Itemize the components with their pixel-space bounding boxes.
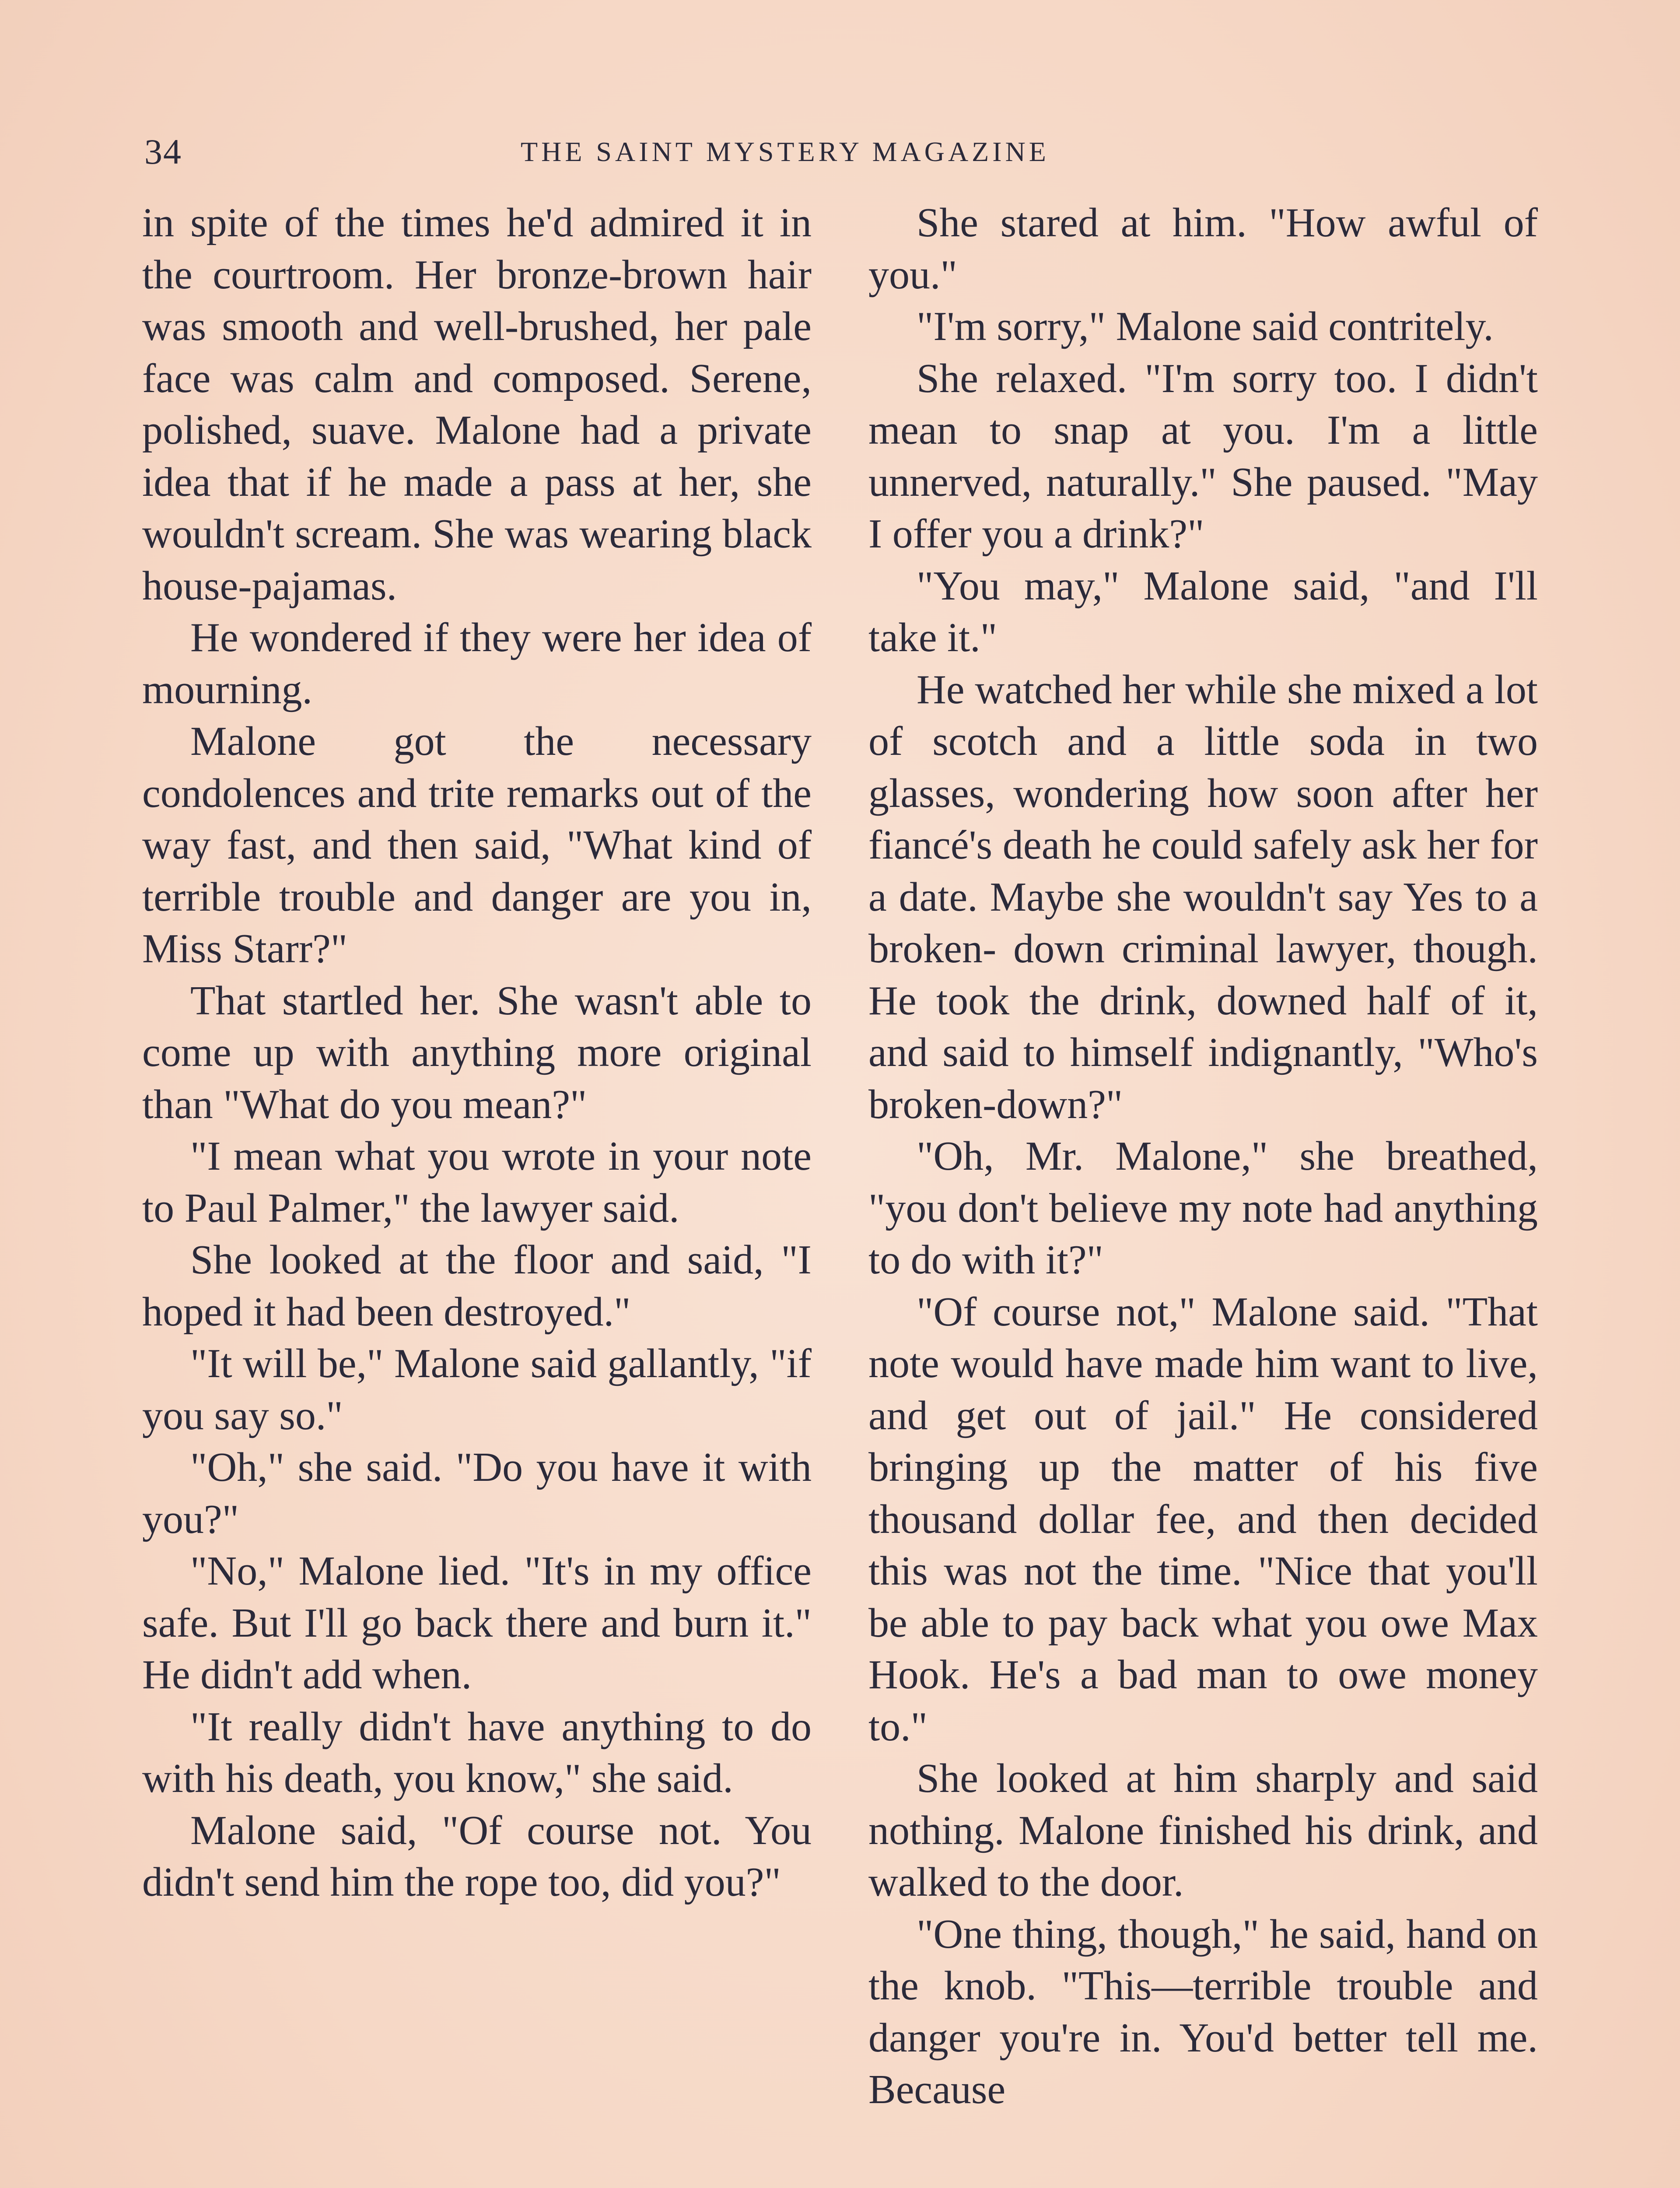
- paragraph: "Oh," she said. "Do you have it with you?": [142, 1445, 812, 1542]
- paragraph: "I'm sorry," Malone said contritely.: [917, 304, 1494, 349]
- paragraph: "No," Malone lied. "It's in my office safe. But I'll go back there and burn it." He didn't add when.: [142, 1548, 812, 1697]
- paragraph: "One thing, though," he said, hand on the knob. "This—terrible trouble and danger you're in. You'd better tell me. Because: [868, 1911, 1538, 2112]
- paragraph: She relaxed. "I'm sorry too. I didn't mean to snap at you. I'm a little unnerved, naturally." She paused. "May I offer you a drink?": [868, 355, 1538, 557]
- paragraph: "I mean what you wrote in your note to Paul Palmer," the lawyer said.: [142, 1133, 812, 1231]
- paragraph: Malone got the necessary condolences and trite remarks out of the way fast, and then said, "What kind of terrible trouble and danger are you in, Miss Starr?": [142, 719, 812, 971]
- paragraph: He watched her while she mixed a lot of scotch and a little soda in two glasses, wondering how soon after her fiancé's death he could safely ask her for a date. Maybe she wouldn't say Yes to a broken- down criminal lawyer, though. He took the drink, downed half of it, and said to himself indignantly, "Who's broken-down?": [868, 666, 1538, 1127]
- paragraph: Malone said, "Of course not. You didn't send him the rope too, did you?": [142, 1807, 812, 1905]
- paragraph: She stared at him. "How awful of you.": [868, 200, 1538, 298]
- left-column: [142, 197, 812, 1908]
- paragraph: She looked at the floor and said, "I hoped it had been destroyed.": [142, 1237, 812, 1335]
- paragraph: "You may," Malone said, "and I'll take it.": [868, 563, 1538, 660]
- paragraph: "It really didn't have anything to do with his death, you know," she said.: [142, 1704, 812, 1801]
- paragraph: "It will be," Malone said gallantly, "if you say so.": [142, 1341, 812, 1438]
- page-header: [144, 131, 1571, 179]
- paragraph: That startled her. She wasn't able to come up with anything more original than "What do you mean?": [142, 978, 812, 1127]
- page-number: 34: [144, 132, 182, 172]
- running-head: THE SAINT MYSTERY MAGAZINE: [521, 136, 1050, 167]
- paragraph: He wondered if they were her idea of mourning.: [142, 615, 812, 712]
- paragraph: She looked at him sharply and said nothing. Malone finished his drink, and walked to the door.: [868, 1756, 1538, 1905]
- paragraph: in spite of the times he'd admired it in the courtroom. Her bronze-brown hair was smooth and well-brushed, her pale face was calm and composed. Serene, polished, suave. Malone had a private idea that if he made a pass at her, she wouldn't scream. She was wearing black house-pajamas.: [142, 200, 812, 609]
- right-column: [868, 197, 1538, 2116]
- paragraph: "Of course not," Malone said. "That note would have made him want to live, and get out of jail." He considered bringing up the matter of his five thousand dollar fee, and then decided this was not the time. "Nice that you'll be able to pay back what you owe Max Hook. He's a bad man to owe money to.": [868, 1289, 1538, 1750]
- paragraph: "Oh, Mr. Malone," she breathed, "you don't believe my note had anything to do with it?": [868, 1133, 1538, 1283]
